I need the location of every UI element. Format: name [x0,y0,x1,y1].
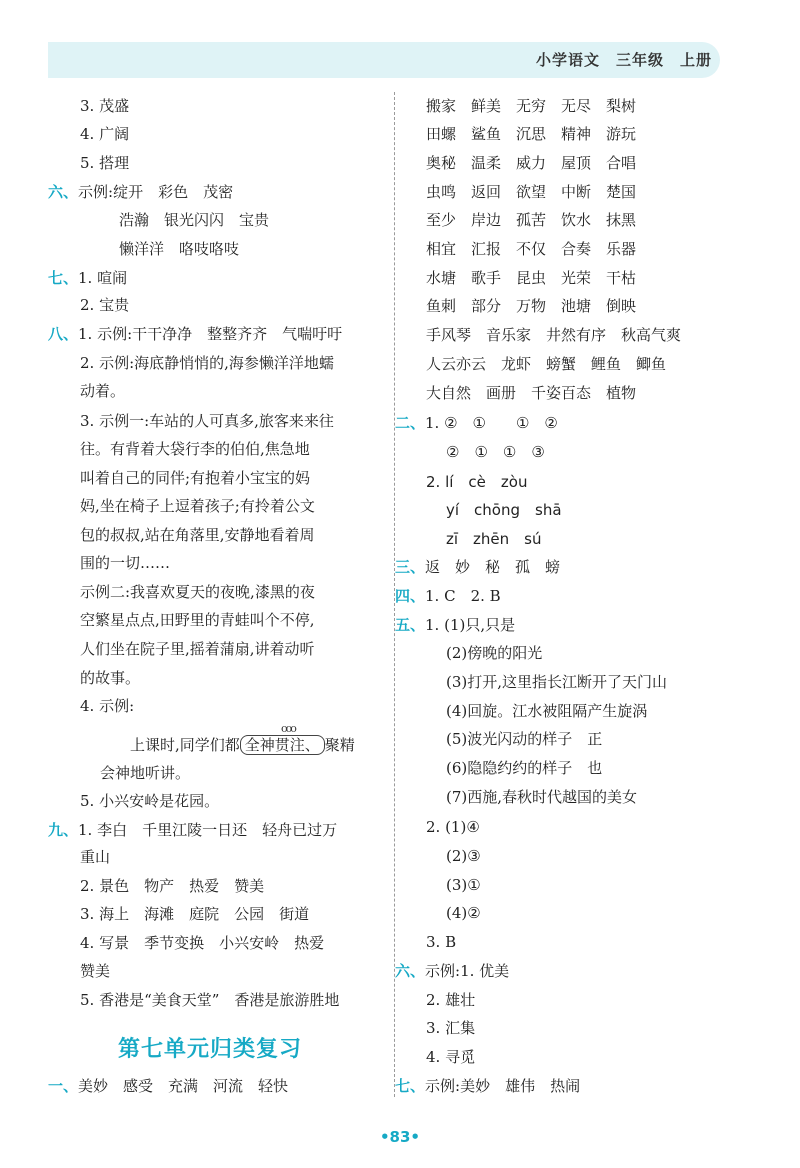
answer-line: 叫着自己的同伴;有抱着小宝宝的妈 [80,469,311,487]
answer-line: 相宜 汇报 不仅 合奏 乐器 [426,240,637,258]
answer-line: yí chōng shā [446,501,562,519]
answer-line [395,413,558,433]
answer-text: 上课时,同学们都 [130,736,240,754]
answer-line: 2. 示例:海底静悄悄的,海参懒洋洋地蠕 [80,354,334,372]
answer-text: 美妙 感受 充满 河流 轻快 [78,1077,289,1095]
revision-box: 全神贯注、 [240,735,325,755]
answer-line [130,735,355,755]
answer-line: (2)③ [446,847,481,865]
section-title: 第七单元归类复习 [118,1037,303,1062]
answer-line: 水塘 歌手 昆虫 光荣 干枯 [426,269,637,287]
answer-line: 人们坐在院子里,摇着蒲扇,讲着动听 [80,640,315,658]
answer-line: 重山 [80,848,111,866]
section-marker: 七、 [48,269,79,287]
answer-line: 往。有背着大袋行李的伯伯,焦急地 [80,440,310,458]
answer-line: (7)西施,春秋时代越国的美女 [446,788,638,806]
answer-line: 浩瀚 银光闪闪 宝贵 [119,211,270,229]
page-number: •83• [379,1128,421,1146]
answer-line: 手风琴 音乐家 井然有序 秋高气爽 [426,326,682,344]
answer-line: (2)傍晚的阳光 [446,644,543,662]
section-marker: 六、 [395,962,426,980]
answer-line: 4. 广阔 [80,125,130,143]
answer-line: (4)回旋。江水被阻隔产生旋涡 [446,702,648,720]
answer-line [395,1076,580,1096]
answer-text: 示例:绽开 彩色 茂密 [78,183,234,201]
answer-line: (3)① [446,876,481,894]
answer-line [395,961,509,981]
answer-line [395,615,515,635]
answer-line: 2. 景色 物产 热爱 赞美 [80,877,265,895]
answer-line: 的故事。 [80,669,141,687]
answer-line: 空繁星点点,田野里的青蛙叫个不停, [80,611,315,629]
answer-line: 3. 示例一:车站的人可真多,旅客来来往 [80,412,334,430]
section-marker: 二、 [395,414,426,432]
answer-line [48,182,233,202]
answer-line: 搬家 鲜美 无穷 无尽 梨树 [426,97,637,115]
answer-text: 聚精 [324,736,355,754]
answer-line: ② ① ① ③ [446,443,545,461]
section-marker: 一、 [48,1077,79,1095]
answer-line: (6)隐隐约约的样子 也 [446,759,603,777]
answer-line: 2. lí cè zòu [426,473,528,491]
answer-text: 示例:1. 优美 [425,962,510,980]
answer-line [395,557,560,577]
answer-line: 大自然 画册 千姿百态 植物 [426,384,637,402]
answer-line: 示例二:我喜欢夏天的夜晚,漆黑的夜 [80,583,315,601]
answer-line: 动着。 [80,382,126,400]
section-marker: 九、 [48,821,79,839]
answer-line: 围的一切…… [80,554,171,572]
answer-line: 田螺 鲨鱼 沉思 精神 游玩 [426,125,637,143]
answer-line: (5)波光闪动的样子 正 [446,730,603,748]
answer-text: 1. 喧闹 [78,269,128,287]
answer-text: 1. 示例:干干净净 整整齐齐 气喘吁吁 [78,325,343,343]
answer-line: 4. 示例: [80,697,135,715]
answer-line [48,820,337,840]
correction-mark: ooo [281,722,295,735]
answer-line: 2. 雄壮 [426,991,476,1009]
answer-text: 1. 李白 千里江陵一日还 轻舟已过万 [78,821,338,839]
answer-line [48,268,127,288]
answer-line: (3)打开,这里指长江断开了天门山 [446,673,668,691]
answer-line: 懒洋洋 咯吱咯吱 [119,240,240,258]
answer-line: 3. B [426,933,457,951]
answer-line: 至少 岸边 孤苦 饮水 抹黑 [426,211,637,229]
section-marker: 四、 [395,587,426,605]
answer-text: 1. ② ① ① ② [425,414,558,432]
answer-line: 5. 搭理 [80,154,130,172]
answer-line: 3. 茂盛 [80,97,130,115]
answer-line: 赞美 [80,962,111,980]
answer-line: 5. 小兴安岭是花园。 [80,792,220,810]
answer-text: 示例:美妙 雄伟 热闹 [425,1077,581,1095]
answer-line: 3. 海上 海滩 庭院 公园 街道 [80,905,310,923]
section-marker: 六、 [48,183,79,201]
answer-text: 1. (1)只,只是 [425,616,516,634]
answer-line: (4)② [446,904,481,922]
answer-line: 包的叔叔,站在角落里,安静地看着周 [80,526,315,544]
answer-text: 1. C 2. B [425,587,501,605]
answer-line: 妈,坐在椅子上逗着孩子;有拎着公文 [80,497,315,515]
answer-line: 5. 香港是“美食天堂” 香港是旅游胜地 [80,991,340,1009]
answer-line [395,586,501,606]
answer-line [48,324,342,344]
section-marker: 八、 [48,325,79,343]
section-marker: 三、 [395,558,426,576]
answer-line: 奥秘 温柔 威力 屋顶 合唱 [426,154,637,172]
section-marker: 七、 [395,1077,426,1095]
answer-text: 返 妙 秘 孤 螃 [425,558,561,576]
answer-line: 2. (1)④ [426,818,480,836]
answer-line: zī zhēn sú [446,530,542,548]
answer-line: 3. 汇集 [426,1019,476,1037]
answer-line: 会神地听讲。 [100,764,191,782]
answer-line: 鱼刺 部分 万物 池塘 倒映 [426,297,637,315]
header-title: 小学语文 三年级 上册 [535,51,712,69]
answer-line [48,1076,288,1096]
answer-line: 4. 写景 季节变换 小兴安岭 热爱 [80,934,325,952]
section-marker: 五、 [395,616,426,634]
answer-line: 虫鸣 返回 欲望 中断 楚国 [426,183,637,201]
answer-line: 2. 宝贵 [80,296,130,314]
answer-line: 人云亦云 龙虾 螃蟹 鲤鱼 鲫鱼 [426,355,667,373]
answer-line: 4. 寻觅 [426,1048,476,1066]
